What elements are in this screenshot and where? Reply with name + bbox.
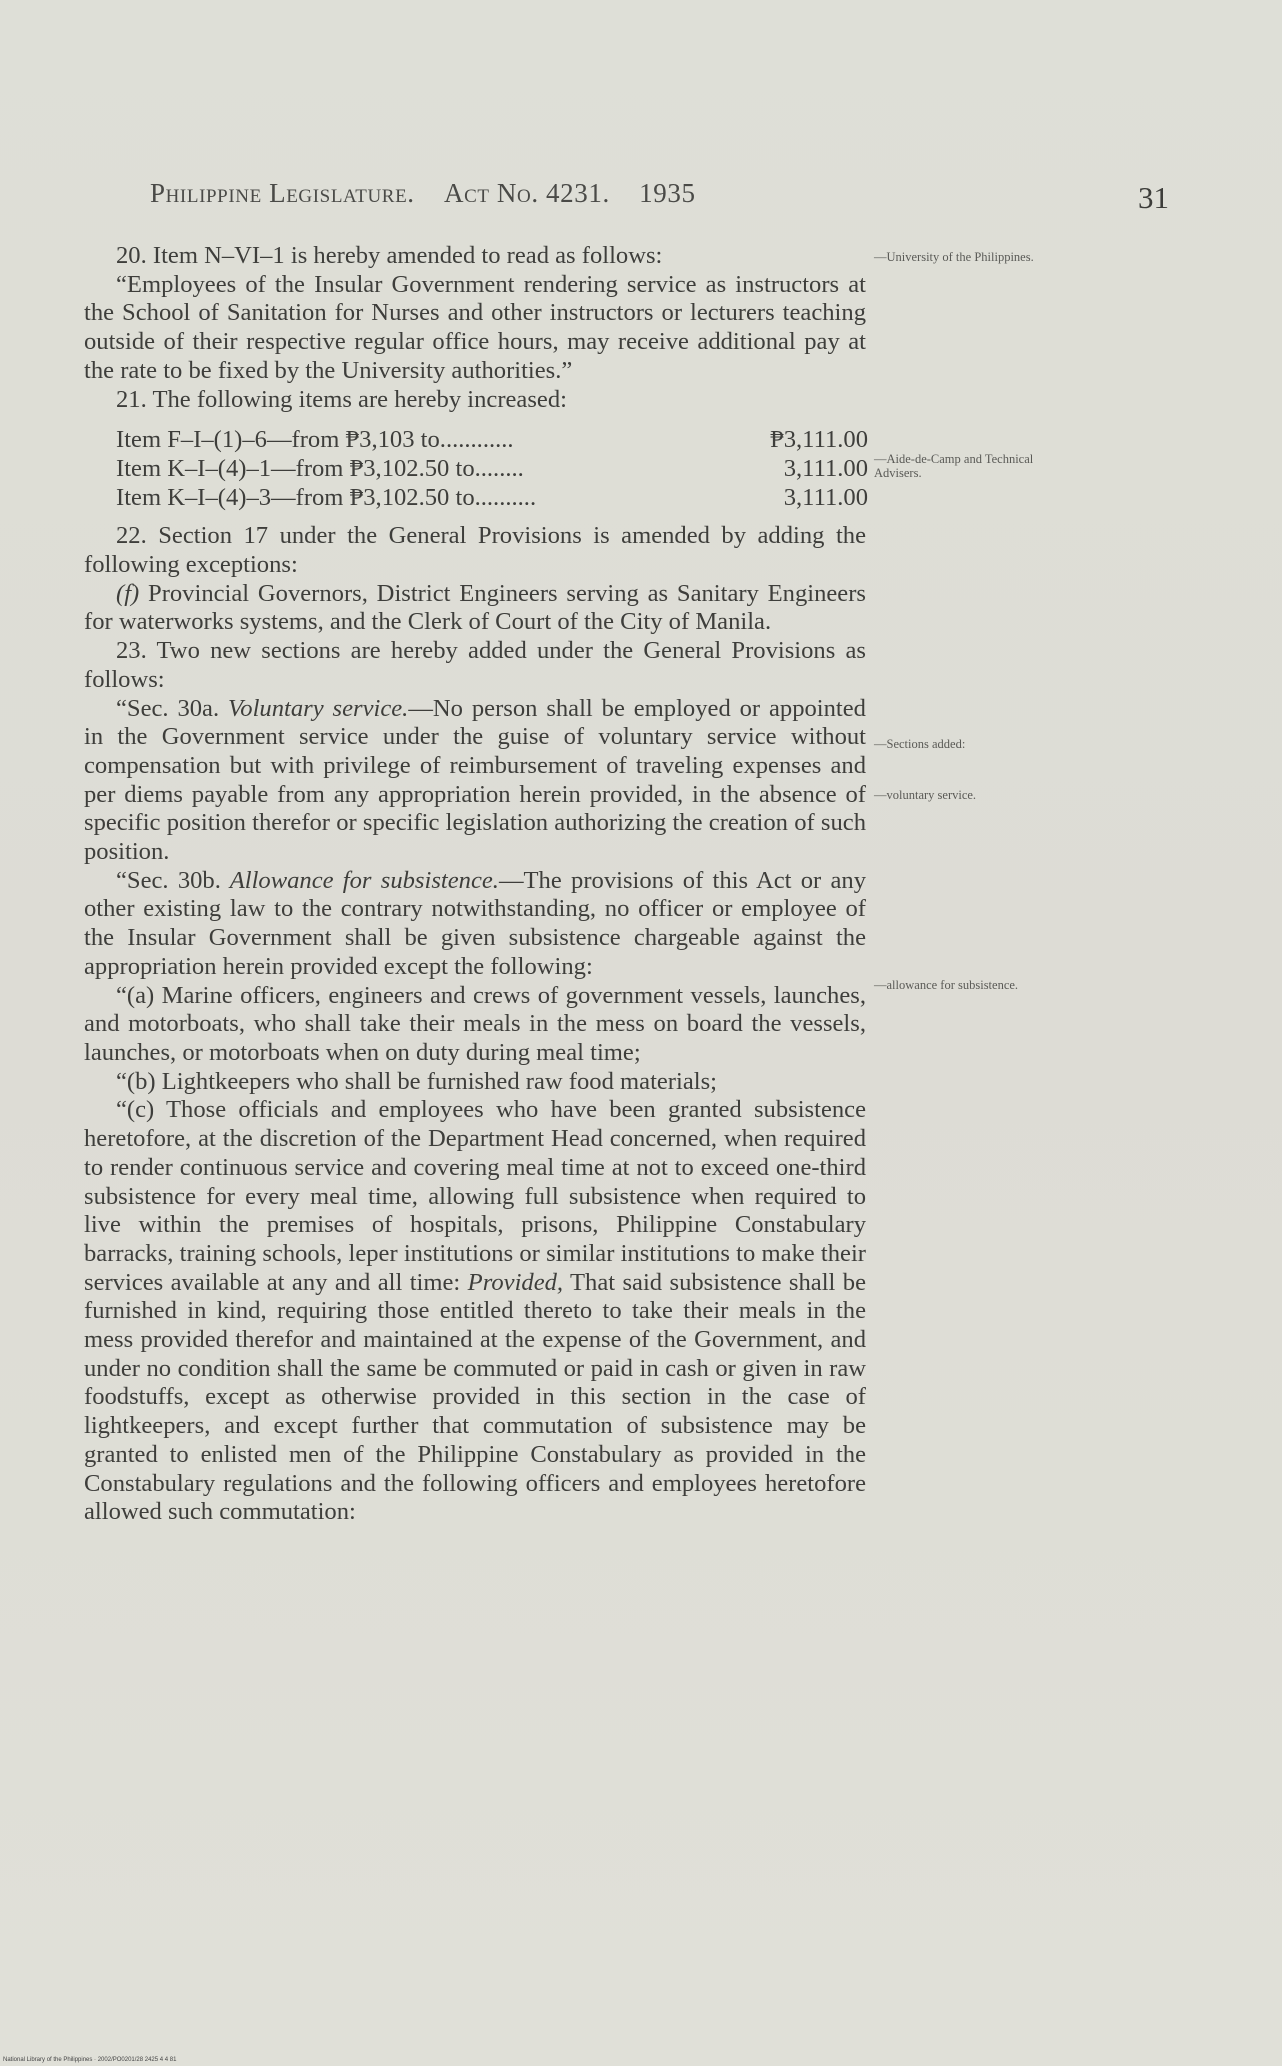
clause-c-text-1: Those officials and employees who have been granted subsistence heretofore, at the discretion of the Department Head concerned, when required to render continuous service and covering meal time at not to exceed one-third subsistence for every meal time, allowing full subsistence when required to live within the premises of hospitals, prisons, Philippine Constabulary barracks, training schools, leper institutions or similar institutions to make their services available at any and all time: bbox=[84, 1096, 866, 1296]
clause-f-text: Provincial Governors, District Engineers serving as Sanitary Engineers for waterworks systems, and the Clerk of Court of the City of Manila. bbox=[84, 579, 866, 636]
clause-f-label: (f) bbox=[116, 579, 140, 607]
section-30a-text: —No person shall be employed or appointed in the Government service under the guise of voluntary service without compensation but with privilege of reimbursement of traveling expenses and per diems payable from any appropriation herein provided, in the absence of specific position therefor or specific legislation authorizing the creation of such position. bbox=[84, 694, 866, 866]
item-label: Item F–I–(1)–6—from ₱3,103 to............ bbox=[116, 426, 514, 454]
clause-c-label: “(c) bbox=[116, 1096, 155, 1124]
section-30b-number: “Sec. 30b. bbox=[116, 866, 221, 894]
item-amount: 3,111.00 bbox=[783, 454, 868, 482]
act-number: Act No. 4231. bbox=[444, 178, 610, 208]
clause-a-text: Marine officers, engineers and crews of government vessels, launches, and motorboats, who shall take their meals in the mess on board the vessels, launches, or motorboats when on duty during meal time; bbox=[84, 981, 866, 1066]
scan-footer: National Library of the Philippines · 2002/PO0201/28 2425 4 4 81 bbox=[3, 2057, 177, 2063]
section-30b-title: Allowance for subsistence. bbox=[220, 866, 499, 894]
item-row bbox=[116, 484, 868, 513]
clause-c-text-2: That said subsistence shall be furnished in kind, requiring those entitled thereto to take their meals in the mess provided therefor and maintained at the expense of the Government, and under no condition shall the same be commuted or paid in cash or given in raw foodstuffs, except as otherwise provided in this section in the case of lightkeepers, and except further that commutation of subsistence may be granted to enlisted men of the Philippine Constabulary as provided in the Constabulary regulations and the following officers and employees heretofore allowed such commutation: bbox=[84, 1268, 866, 1526]
section-30b bbox=[84, 867, 866, 982]
clause-a-label: “(a) bbox=[116, 981, 155, 1009]
item-amount: ₱3,111.00 bbox=[770, 426, 868, 454]
item-label: Item K–I–(4)–1—from ₱3,102.50 to........ bbox=[116, 454, 524, 482]
clause-a bbox=[84, 982, 866, 1068]
clause-b-text: Lightkeepers who shall be furnished raw food materials; bbox=[155, 1067, 717, 1095]
section-30b-text: —The provisions of this Act or any other existing law to the contrary notwithstanding, no officer or employee of the Insular Government shall be given subsistence chargeable against the appropriation herein provided except the following: bbox=[84, 866, 867, 980]
paragraph-20-intro: 20. Item N–VI–1 is hereby amended to read as follows: bbox=[116, 242, 663, 269]
clause-b bbox=[84, 1068, 866, 1097]
item-label: Item K–I–(4)–3—from ₱3,102.50 to.......... bbox=[116, 483, 537, 511]
body-text bbox=[84, 242, 866, 1527]
act-year: 1935 bbox=[639, 178, 696, 208]
item-row bbox=[116, 426, 868, 455]
page-number: 31 bbox=[1138, 180, 1169, 215]
margin-note-allowance: —allowance for subsistence. bbox=[874, 978, 1019, 992]
section-30a-title: Voluntary service. bbox=[219, 694, 409, 722]
paragraph-20-quote: “Employees of the Insular Government rendering service as instructors at the School of Sanitation for Nurses and other instructors or lecturers teaching outside of their respective regular office hours, may receive additional pay at the rate to be fixed by the University authorities.” bbox=[84, 270, 866, 384]
margin-note-university: —University of the Philippines. bbox=[874, 250, 1034, 264]
clause-b-label: “(b) bbox=[116, 1067, 156, 1095]
section-30a-number: “Sec. 30a. bbox=[116, 694, 220, 722]
margin-note-aide: —Aide-de-Camp and Technical Advisers. bbox=[874, 452, 1034, 480]
paragraph-23: 23. Two new sections are hereby added under the General Provisions as follows: bbox=[84, 637, 866, 693]
paragraph-21: 21. The following items are hereby increased: bbox=[116, 385, 567, 413]
margin-note-voluntary: —voluntary service. bbox=[874, 788, 977, 802]
clause-c bbox=[84, 1096, 866, 1527]
item-row bbox=[116, 455, 868, 484]
margin-note-sections: —Sections added: bbox=[874, 737, 966, 751]
paragraph-22-f bbox=[84, 580, 866, 637]
section-30a bbox=[84, 695, 866, 867]
running-head bbox=[150, 178, 718, 209]
item-list bbox=[116, 426, 866, 512]
item-amount: 3,111.00 bbox=[783, 483, 868, 511]
clause-c-provided: Provided, bbox=[467, 1268, 564, 1296]
legislature-title: Philippine Legislature. bbox=[150, 178, 415, 208]
paragraph-22-intro: 22. Section 17 under the General Provisions is amended by adding the following exceptions: bbox=[84, 522, 866, 579]
